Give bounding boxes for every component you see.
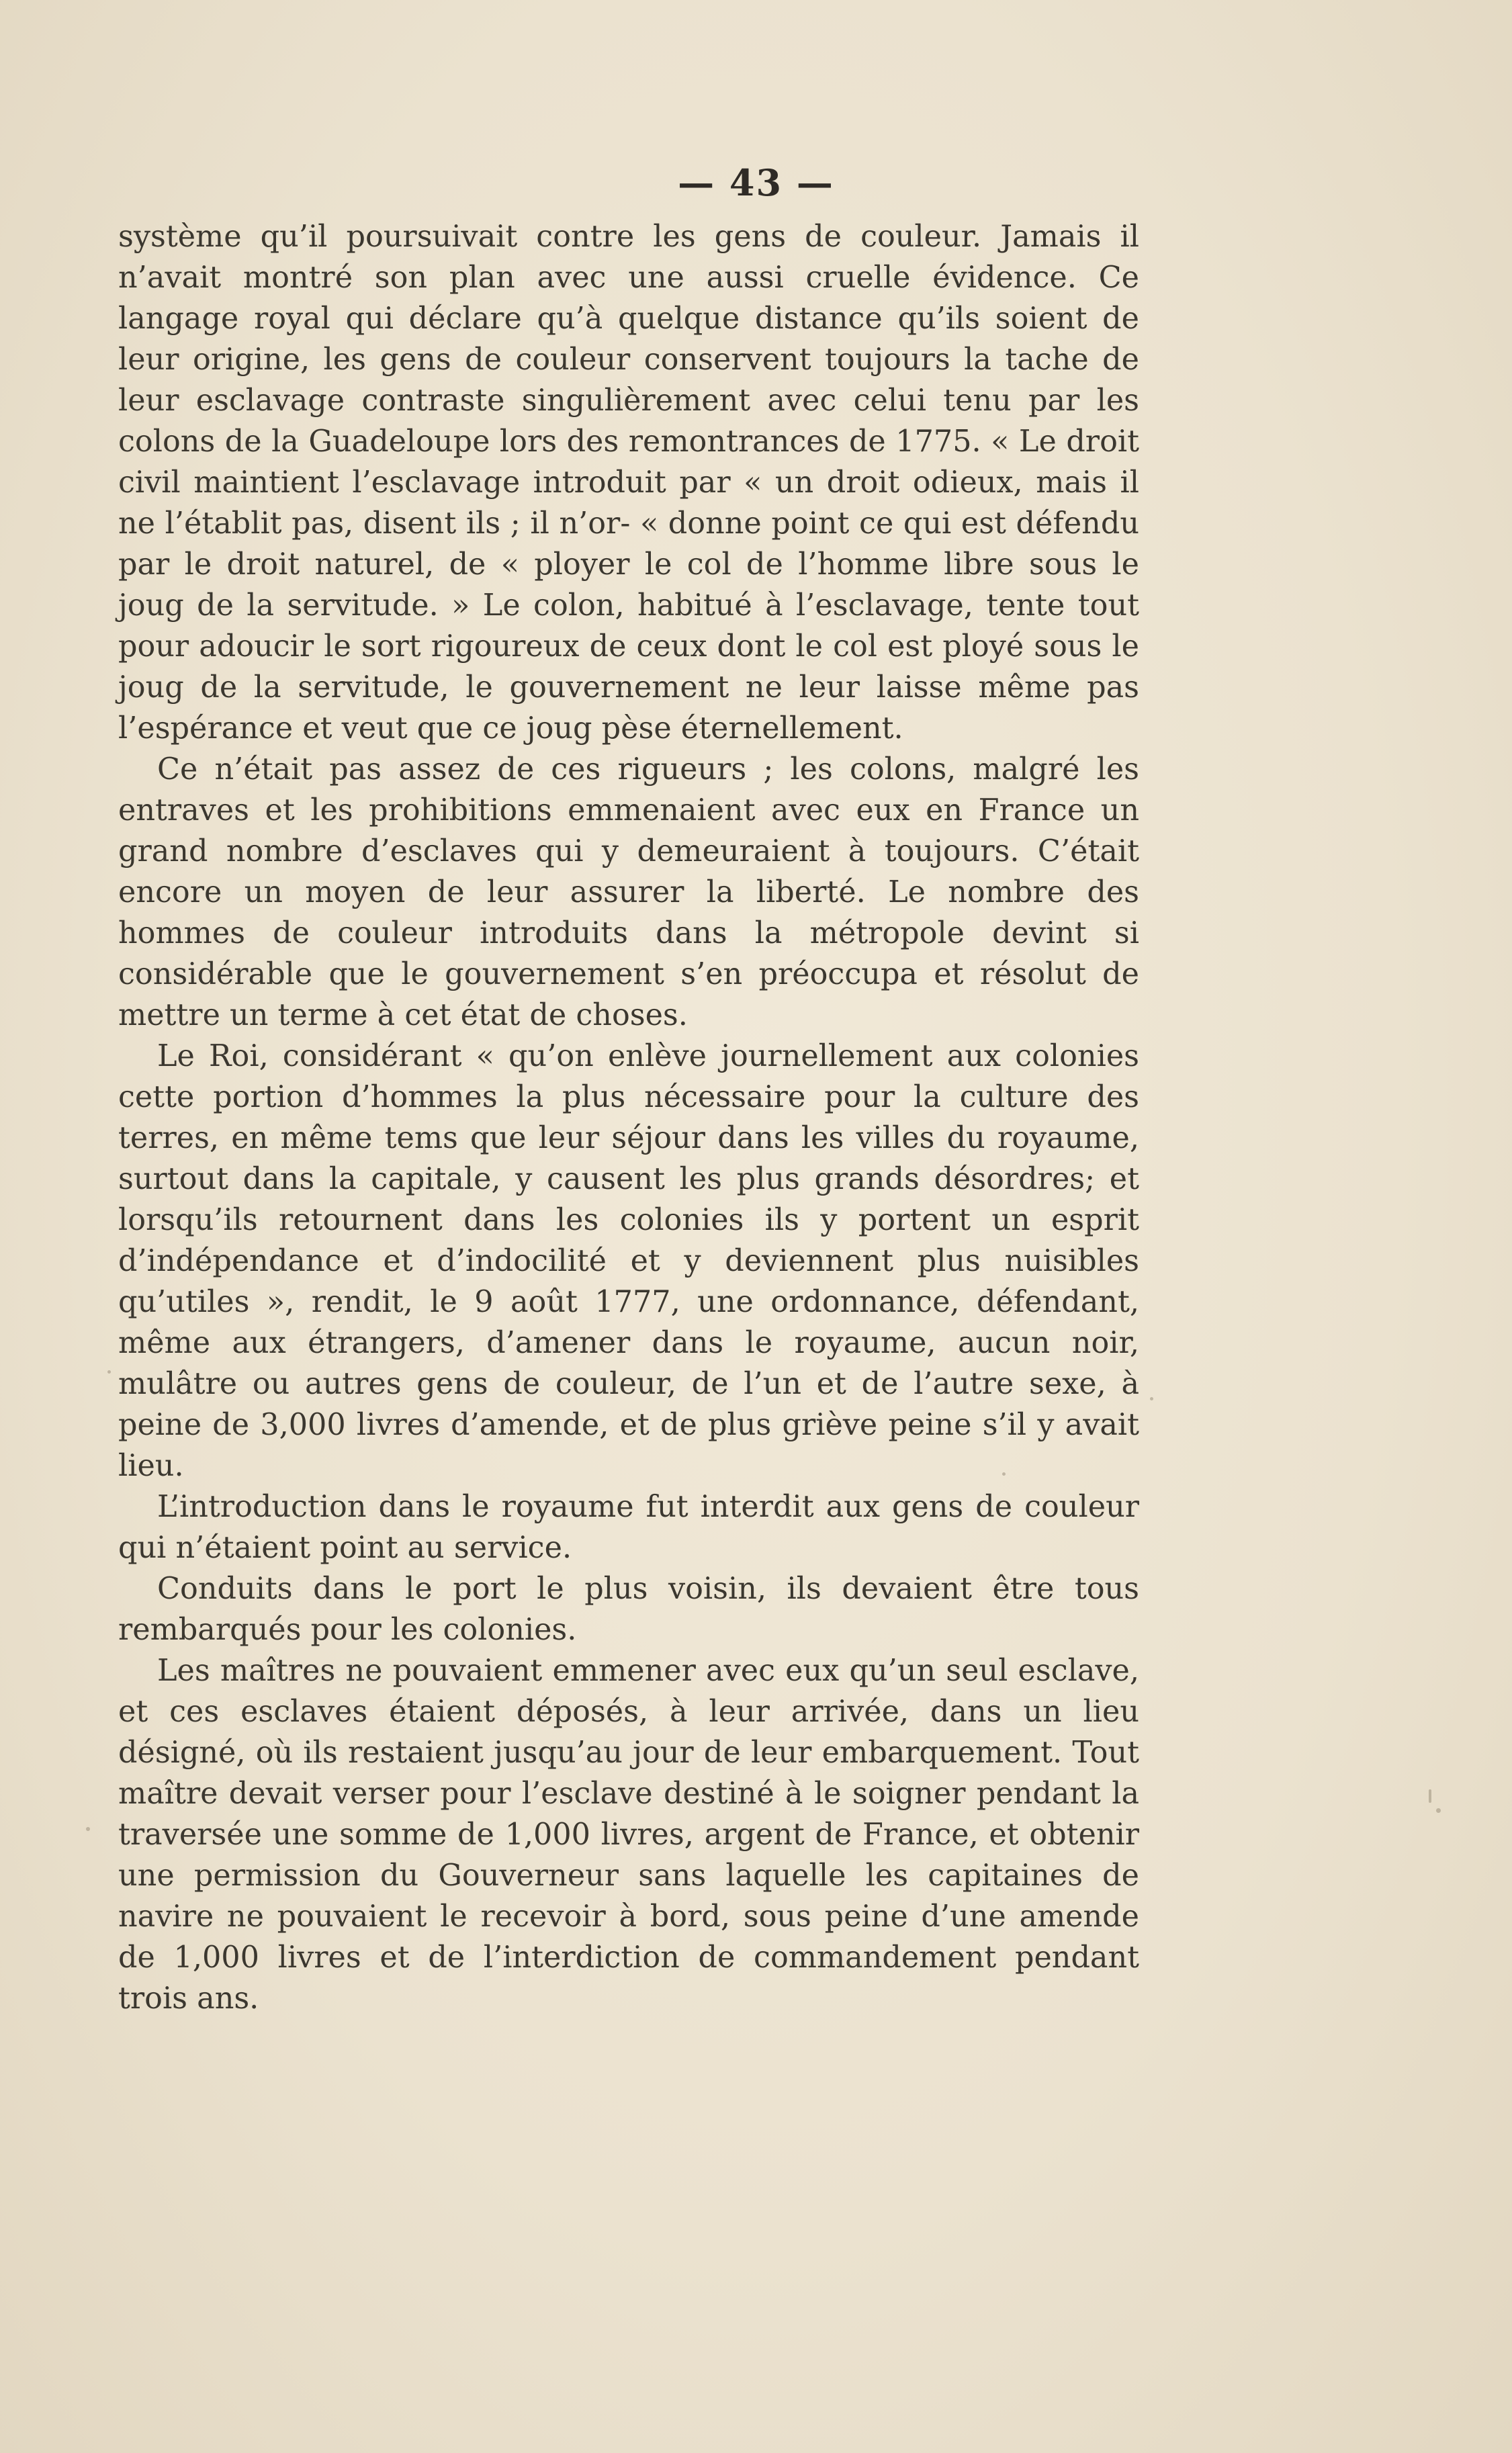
paragraph-3: Le Roi, considérant « qu’on enlève journellement aux colonies cette portion d’hommes la plus nécessaire pour la culture des terres, en même tems que leur séjour dans les villes du royaume, surtout dans la capitale, y causent les plus grands désordres; et lorsqu’ils retournent dans les colonies ils y portent un esprit d’indépendance et d’indocilité et y deviennent plus nuisibles qu’utiles », rendit, le 9 août 1777, une ordonnance, défendant, même aux étrangers, d’amener dans le royaume, aucun noir, mulâtre ou autres gens de couleur, de l’un et de l’autre sexe, à peine de 3,000 livres d’amende, et de plus griève peine s’il y avait lieu. [118,1039,1139,1483]
paper-speck [1436,1808,1441,1813]
body-text [118,216,1139,2019]
paragraph-2: Ce n’était pas assez de ces rigueurs ; les colons, malgré les entraves et les prohibitions emmenaient avec eux en France un grand nombre d’esclaves qui y demeuraient à toujours. C’était encore un moyen de leur assurer la liberté. Le nombre des hommes de couleur introduits dans la métropole devint si considérable que le gouvernement s’en préoccupa et résolut de mettre un terme à cet état de choses. [118,752,1139,1032]
paper-speck [1150,1397,1153,1400]
paper-speck [107,1370,111,1374]
paper-speck [1002,1472,1006,1476]
paragraph-6: Les maîtres ne pouvaient emmener avec eux qu’un seul esclave, et ces esclaves étaient déposés, à leur arrivée, dans un lieu désigné, où ils restaient jusqu’au jour de leur embarquement. Tout maître devait verser pour l’esclave destiné à le soigner pendant la traversée une somme de 1,000 livres, argent de France, et obtenir une permission du Gouverneur sans laquelle les capitaines de navire ne pouvaient le recevoir à bord, sous peine d’une amende de 1,000 livres et de l’interdiction de commandement pendant trois ans. [118,1654,1139,2016]
paragraph-1: système qu’il poursuivait contre les gens de couleur. Jamais il n’avait montré son plan avec une aussi cruelle évidence. Ce langage royal qui déclare qu’à quelque distance qu’ils soient de leur origine, les gens de couleur conservent toujours la tache de leur esclavage contraste singulièrement avec celui tenu par les colons de la Guadeloupe lors des remontrances de 1775. « Le droit civil maintient l’esclavage introduit par « un droit odieux, mais il ne l’établit pas, disent ils ; il n’or- « donne point ce qui est défendu par le droit naturel, de « ployer le col de l’homme libre sous le joug de la servitude. » Le colon, habitué à l’esclavage, tente tout pour adoucir le sort rigoureux de ceux dont le col est ployé sous le joug de la servitude, le gouvernement ne leur laisse même pas l’espérance et veut que ce joug pèse éternellement. [118,220,1139,746]
paper-speck [86,1827,90,1831]
paragraph-4: L’introduction dans le royaume fut interdit aux gens de couleur qui n’étaient point au service. [118,1490,1139,1565]
page-number: — 43 — [678,161,834,204]
paragraph-5: Conduits dans le port le plus voisin, ils devaient être tous rembarqués pour les colonies. [118,1572,1139,1647]
paper-speck [1429,1789,1431,1803]
